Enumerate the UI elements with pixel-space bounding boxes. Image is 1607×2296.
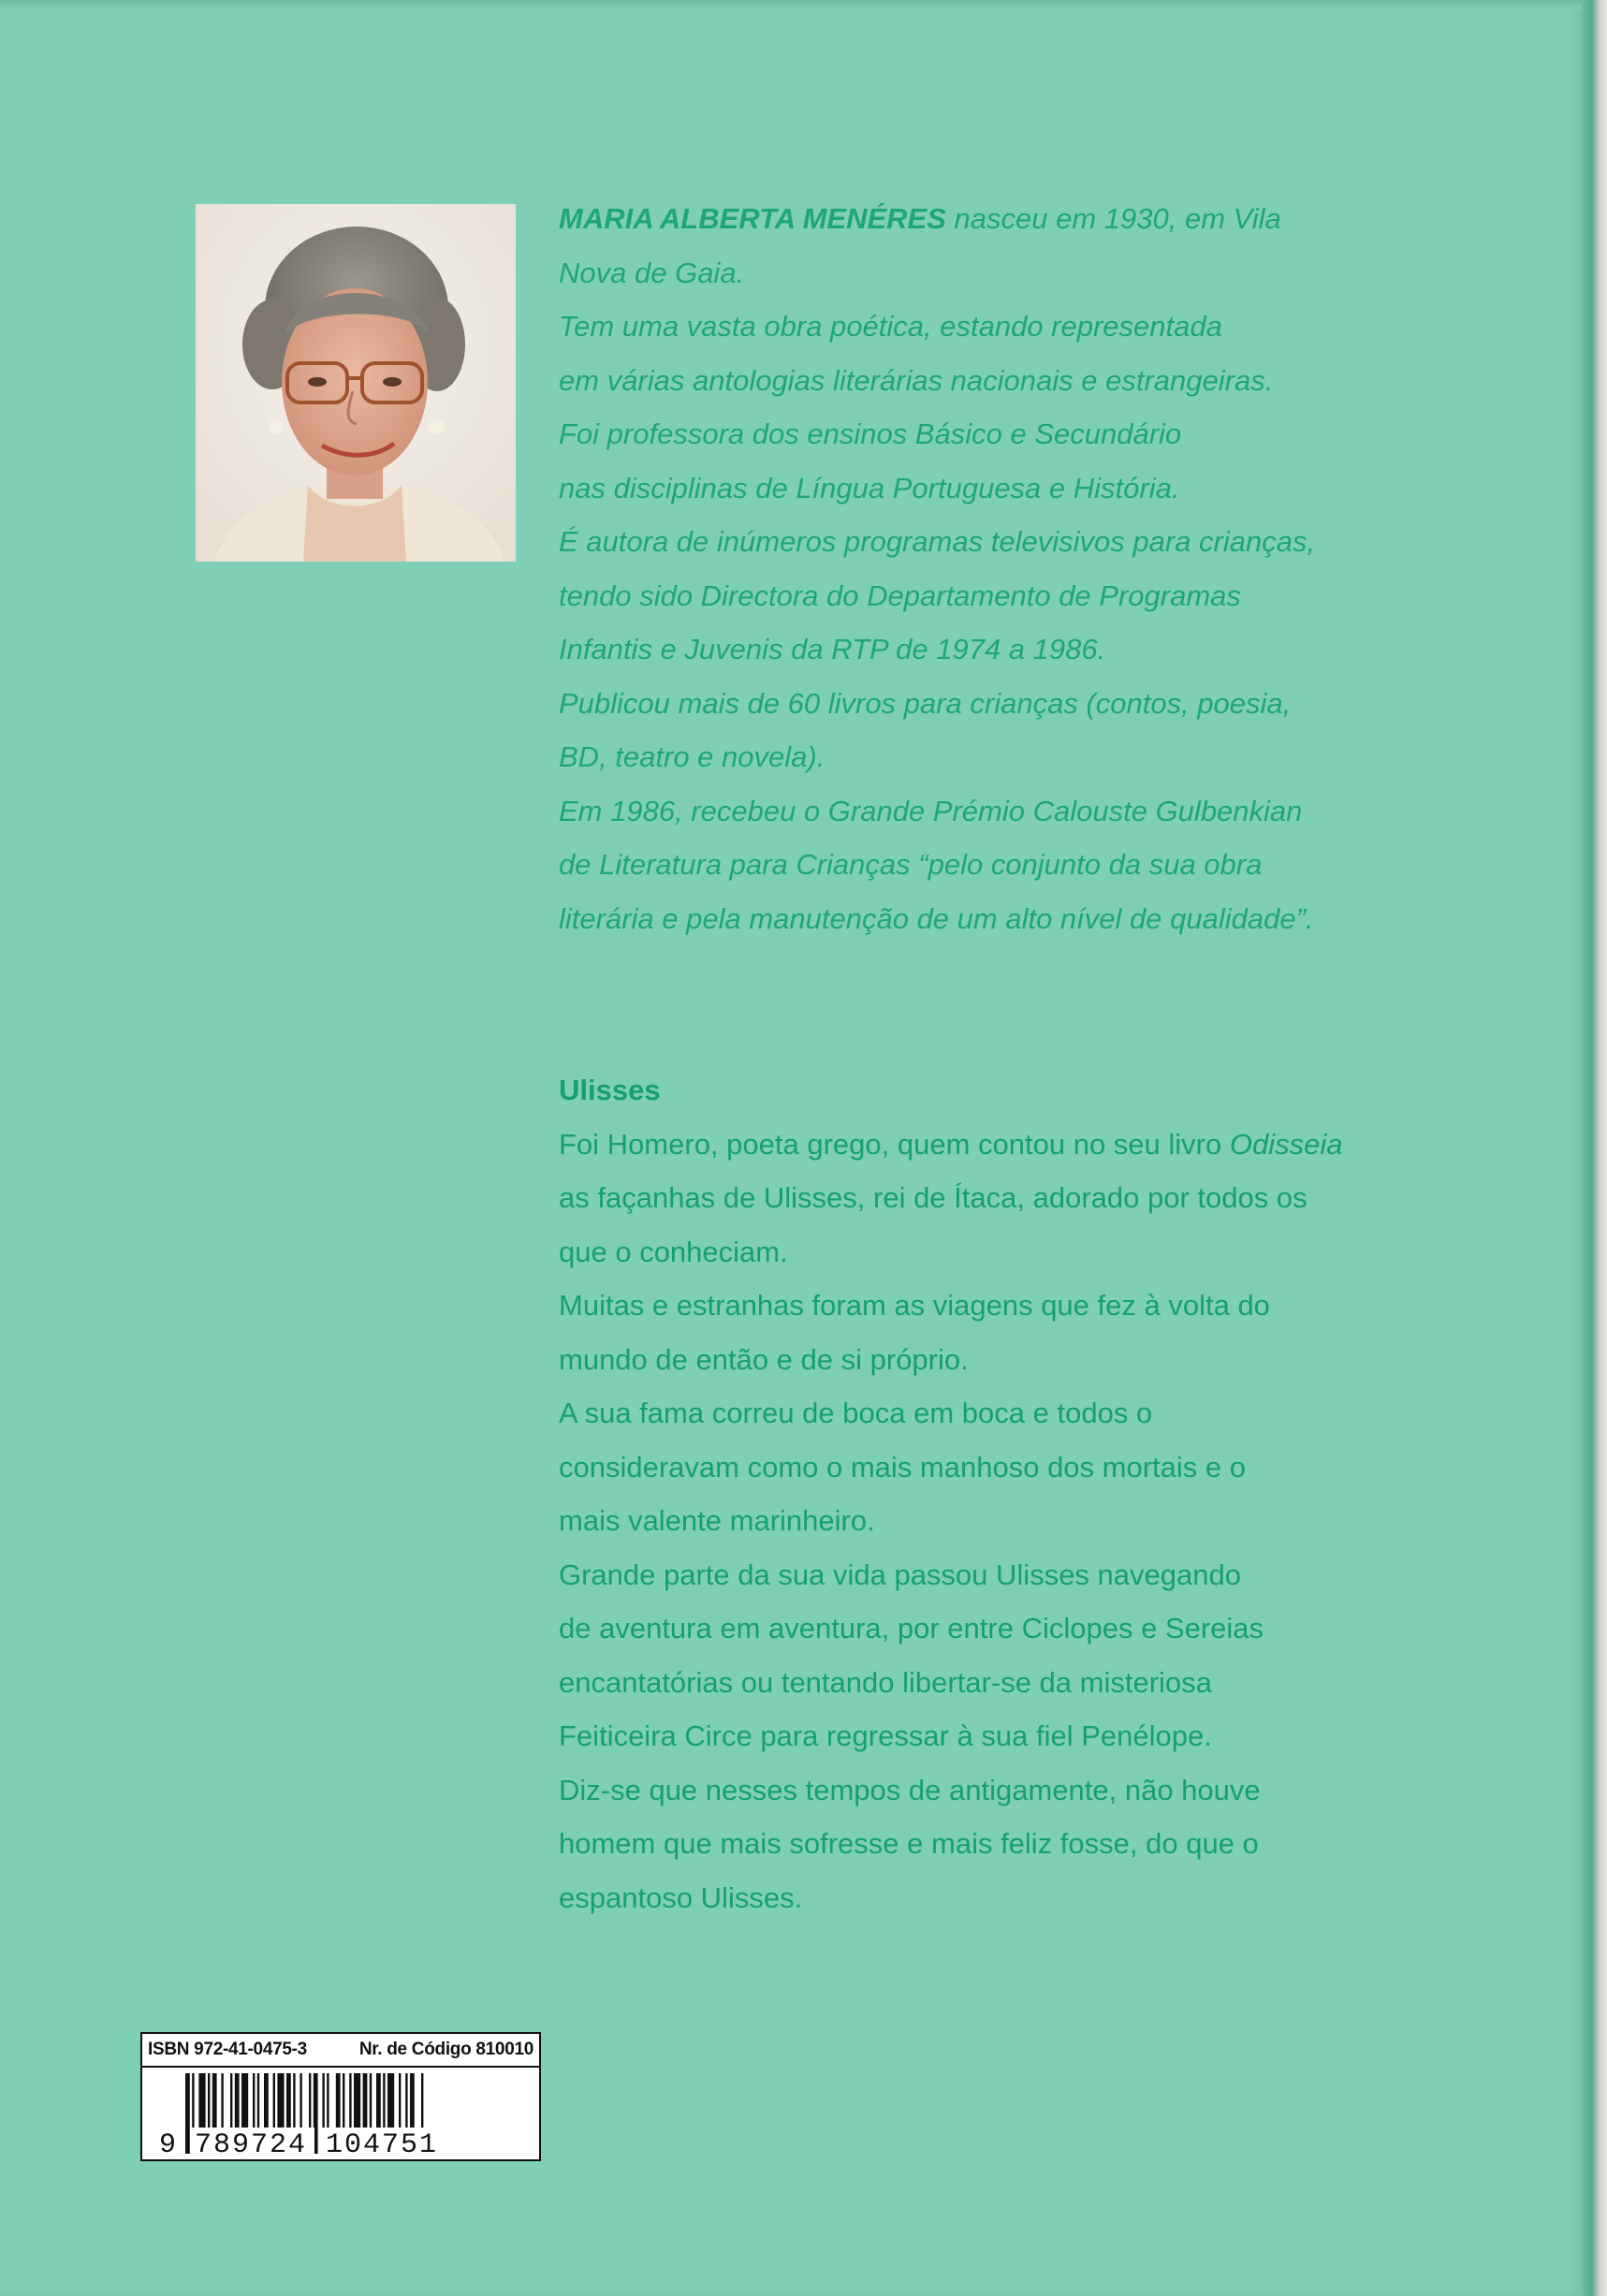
bio-line: Em 1986, recebeu o Grande Prémio Calouste Gulbenkian	[559, 794, 1303, 827]
synopsis-line: mais valente marinheiro.	[559, 1504, 875, 1537]
synopsis-line: encantatórias ou tentando libertar-se da misteriosa	[559, 1665, 1212, 1699]
synopsis-title: Ulisses	[559, 1074, 661, 1106]
author-photo	[196, 204, 516, 562]
bio-line: Tem uma vasta obra poética, estando representada	[559, 310, 1222, 343]
author-name: MARIA ALBERTA MENÉRES	[559, 202, 946, 235]
barcode-bar	[185, 2073, 190, 2154]
isbn-header	[142, 2034, 539, 2068]
author-biography	[559, 192, 1513, 945]
synopsis-line: mundo de então e de si próprio.	[559, 1342, 969, 1376]
cover-top-edge	[0, 0, 1582, 9]
bio-line: Foi professora dos ensinos Básico e Secundário	[559, 417, 1182, 450]
bio-line: nas disciplinas de Língua Portuguesa e História.	[559, 471, 1180, 505]
synopsis-line: que o conheciam.	[559, 1235, 788, 1268]
synopsis-line: espantoso Ulisses.	[559, 1880, 803, 1914]
bio-line: MARIA ALBERTA MENÉRES nasceu em 1930, em Vila	[559, 202, 1281, 235]
bio-line: Infantis e Juvenis da RTP de 1974 a 1986.	[559, 633, 1106, 665]
barcode-graphic	[142, 2069, 539, 2157]
bio-line: Nova de Gaia.	[559, 256, 745, 289]
bio-line: BD, teatro e novela).	[559, 740, 825, 773]
synopsis-line: de aventura em aventura, por entre Ciclopes e Sereias	[559, 1612, 1264, 1645]
product-code: Nr. de Código 810010	[358, 2040, 533, 2059]
synopsis-line: homem que mais sofresse e mais feliz fosse, do que o	[559, 1827, 1259, 1860]
book-title-odisseia: Odisseia	[1229, 1127, 1343, 1161]
synopsis-line: Feiticeira Circe para regressar à sua fiel Penélope.	[559, 1719, 1212, 1752]
synopsis-line: consideravam como o mais manhoso dos mortais e o	[559, 1450, 1246, 1484]
synopsis-line: as façanhas de Ulisses, rei de Ítaca, adorado por todos os	[559, 1181, 1308, 1214]
bio-line: Publicou mais de 60 livros para crianças (contos, poesia,	[559, 686, 1292, 720]
synopsis-line: Diz-se que nesses tempos de antigamente, não houve	[559, 1773, 1261, 1806]
bio-line: em várias antologias literárias nacionais e estrangeiras.	[559, 363, 1274, 397]
synopsis-line: Muitas e estranhas foram as viagens que fez à volta do	[559, 1289, 1270, 1322]
synopsis-line: Foi Homero, poeta grego, quem contou no seu livro Odisseia	[559, 1127, 1343, 1161]
synopsis-line: A sua fama correu de boca em boca e todos o	[559, 1397, 1153, 1429]
barcode-digit-lead: 9	[159, 2129, 177, 2157]
book-synopsis	[559, 1063, 1513, 1924]
isbn-number: ISBN 972-41-0475-3	[148, 2040, 307, 2059]
bio-line: tendo sido Directora do Departamento de Programas	[559, 578, 1241, 612]
synopsis-line: Grande parte da sua vida passou Ulisses navegando	[559, 1557, 1241, 1591]
bio-line: É autora de inúmeros programas televisivos para crianças,	[559, 525, 1316, 558]
isbn-barcode-label	[140, 2032, 541, 2161]
bio-line: literária e pela manutenção de um alto nível de qualidade”.	[559, 901, 1314, 935]
bio-line: de Literatura para Crianças “pelo conjunto da sua obra	[559, 848, 1263, 881]
barcode-digits-right: 104751	[326, 2129, 439, 2157]
barcode-digits-left: 789724	[195, 2129, 308, 2157]
cover-spine-edge	[1582, 0, 1607, 2296]
